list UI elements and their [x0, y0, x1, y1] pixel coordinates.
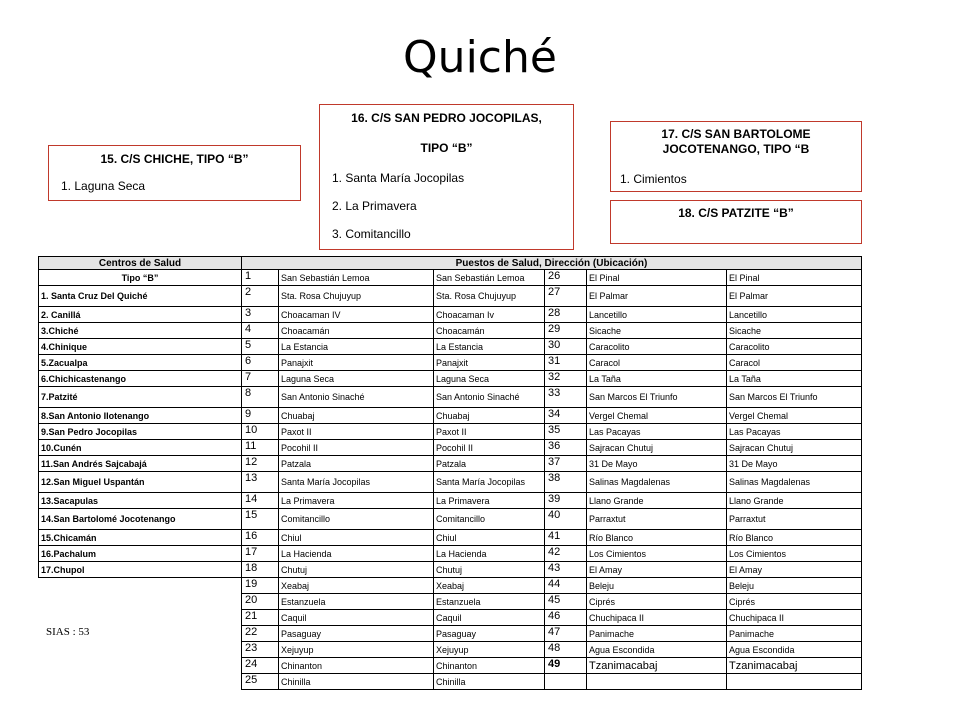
cell-direccion: Lancetillo — [727, 307, 862, 323]
cell-direccion: Choacamán — [434, 323, 545, 339]
cell-num: 32 — [545, 371, 587, 387]
cell-direccion: El Palmar — [727, 286, 862, 307]
cell-num: 39 — [545, 493, 587, 509]
cell-cs: Tipo “B” — [39, 270, 242, 286]
cell-num: 4 — [242, 323, 279, 339]
cell-puesto: Agua Escondida — [587, 642, 727, 658]
cell-cs: 9.San Pedro Jocopilas — [39, 424, 242, 440]
cell-direccion: La Taña — [727, 371, 862, 387]
cell-direccion: Tzanimacabaj — [727, 658, 862, 674]
cell-cs — [39, 674, 242, 690]
table-row — [39, 578, 862, 594]
cell-num: 18 — [242, 562, 279, 578]
cell-direccion: Caquil — [434, 610, 545, 626]
cell-num: 40 — [545, 509, 587, 530]
sias-note: SIAS : 53 — [46, 626, 90, 638]
table-row — [39, 456, 862, 472]
cell-puesto: Panimache — [587, 626, 727, 642]
cell-num: 19 — [242, 578, 279, 594]
cell-num: 34 — [545, 408, 587, 424]
cell-num: 46 — [545, 610, 587, 626]
table-row — [39, 509, 862, 530]
cell-puesto: Pasaguay — [279, 626, 434, 642]
cell-num: 23 — [242, 642, 279, 658]
table-row — [39, 610, 862, 626]
box-title: JOCOTENANGO, TIPO “B — [662, 142, 810, 156]
cell-puesto: Vergel Chemal — [587, 408, 727, 424]
table-row — [39, 472, 862, 493]
cell-puesto: Tzanimacabaj — [587, 658, 727, 674]
cell-num: 24 — [242, 658, 279, 674]
cell-num: 21 — [242, 610, 279, 626]
cell-puesto: Comitancillo — [279, 509, 434, 530]
cell-direccion: Panajxit — [434, 355, 545, 371]
cell-direccion: Xejuyup — [434, 642, 545, 658]
box-item: 1. Cimientos — [620, 172, 687, 186]
cell-puesto: El Amay — [587, 562, 727, 578]
cell-num: 37 — [545, 456, 587, 472]
cell-num: 38 — [545, 472, 587, 493]
cell-direccion: Xeabaj — [434, 578, 545, 594]
cell-cs: 4.Chinique — [39, 339, 242, 355]
cell-direccion: Caracol — [727, 355, 862, 371]
cell-puesto: Ciprés — [587, 594, 727, 610]
cell-num: 44 — [545, 578, 587, 594]
cell-num: 22 — [242, 626, 279, 642]
cell-puesto: Beleju — [587, 578, 727, 594]
header-puestos: Puestos de Salud, Dirección (Ubicación) — [242, 257, 862, 270]
cell-direccion: Chinilla — [434, 674, 545, 690]
cell-puesto: Chinanton — [279, 658, 434, 674]
cell-num: 45 — [545, 594, 587, 610]
cell-direccion: La Primavera — [434, 493, 545, 509]
cell-puesto: El Palmar — [587, 286, 727, 307]
cell-direccion: Beleju — [727, 578, 862, 594]
table-row — [39, 355, 862, 371]
cell-direccion: Paxot II — [434, 424, 545, 440]
cell-cs: 8.San Antonio Ilotenango — [39, 408, 242, 424]
cell-direccion: Río Blanco — [727, 530, 862, 546]
cell-puesto: Pocohil II — [279, 440, 434, 456]
cell-cs — [39, 658, 242, 674]
cell-direccion: La Estancia — [434, 339, 545, 355]
cell-num: 43 — [545, 562, 587, 578]
cell-puesto: La Taña — [587, 371, 727, 387]
health-centers-table — [38, 256, 862, 690]
cell-num: 17 — [242, 546, 279, 562]
cell-num: 11 — [242, 440, 279, 456]
cell-num: 30 — [545, 339, 587, 355]
cell-direccion: Choacaman Iv — [434, 307, 545, 323]
cell-puesto: Chuchipaca II — [587, 610, 727, 626]
cell-puesto: Parraxtut — [587, 509, 727, 530]
cell-num: 26 — [545, 270, 587, 286]
cell-direccion: Panimache — [727, 626, 862, 642]
cell-cs: 1. Santa Cruz Del Quiché — [39, 286, 242, 307]
cell-puesto: Chutuj — [279, 562, 434, 578]
table-row — [39, 270, 862, 286]
table-row — [39, 408, 862, 424]
cell-cs: 16.Pachalum — [39, 546, 242, 562]
table-row — [39, 658, 862, 674]
cell-puesto: Laguna Seca — [279, 371, 434, 387]
cell-puesto: Salinas Magdalenas — [587, 472, 727, 493]
cell-direccion: Sajracan Chutuj — [727, 440, 862, 456]
cell-direccion: Parraxtut — [727, 509, 862, 530]
cell-cs: 13.Sacapulas — [39, 493, 242, 509]
cell-num: 41 — [545, 530, 587, 546]
table-row — [39, 493, 862, 509]
cell-cs: 17.Chupol — [39, 562, 242, 578]
cell-direccion: Llano Grande — [727, 493, 862, 509]
cell-direccion: Pocohil II — [434, 440, 545, 456]
cell-direccion: Laguna Seca — [434, 371, 545, 387]
table-row — [39, 339, 862, 355]
cell-num — [545, 674, 587, 690]
cell-puesto: Choacamán — [279, 323, 434, 339]
cell-num: 27 — [545, 286, 587, 307]
cell-puesto: Llano Grande — [587, 493, 727, 509]
cell-direccion: Las Pacayas — [727, 424, 862, 440]
cell-cs — [39, 610, 242, 626]
cell-direccion: San Marcos El Triunfo — [727, 387, 862, 408]
cell-num: 8 — [242, 387, 279, 408]
cell-puesto: San Antonio Sinaché — [279, 387, 434, 408]
cell-direccion: Chuchipaca II — [727, 610, 862, 626]
table-row — [39, 371, 862, 387]
cell-puesto: Choacaman IV — [279, 307, 434, 323]
cell-direccion: 31 De Mayo — [727, 456, 862, 472]
cell-num: 14 — [242, 493, 279, 509]
cell-num: 7 — [242, 371, 279, 387]
cell-direccion: San Antonio Sinaché — [434, 387, 545, 408]
table-row — [39, 674, 862, 690]
table-header-row — [39, 257, 862, 270]
cell-direccion: La Hacienda — [434, 546, 545, 562]
cell-cs: 15.Chicamán — [39, 530, 242, 546]
cell-direccion: Agua Escondida — [727, 642, 862, 658]
box-subtitle: TIPO “B” — [420, 141, 473, 155]
cell-direccion: Chiul — [434, 530, 545, 546]
cell-direccion: Pasaguay — [434, 626, 545, 642]
box-title: 15. C/S CHICHE, TIPO “B” — [100, 152, 249, 166]
cell-direccion: San Sebastián Lemoa — [434, 270, 545, 286]
cell-num: 35 — [545, 424, 587, 440]
cell-puesto: Los Cimientos — [587, 546, 727, 562]
cell-num: 3 — [242, 307, 279, 323]
cell-num: 29 — [545, 323, 587, 339]
cell-direccion — [727, 674, 862, 690]
cell-direccion: Los Cimientos — [727, 546, 862, 562]
cell-direccion: Santa María Jocopilas — [434, 472, 545, 493]
cell-puesto: Sicache — [587, 323, 727, 339]
cell-puesto: Paxot II — [279, 424, 434, 440]
box-item: 1. Santa María Jocopilas — [332, 171, 465, 185]
cell-cs: 7.Patzité — [39, 387, 242, 408]
cell-puesto: El Pinal — [587, 270, 727, 286]
box-item: 3. Comitancillo — [332, 227, 411, 241]
cell-direccion: Chuabaj — [434, 408, 545, 424]
cell-num: 33 — [545, 387, 587, 408]
cell-puesto: Caquil — [279, 610, 434, 626]
cell-num: 16 — [242, 530, 279, 546]
cs-san-pedro-jocopilas-box — [319, 104, 574, 250]
cell-direccion: Sicache — [727, 323, 862, 339]
cell-cs: 10.Cunén — [39, 440, 242, 456]
box-title: 17. C/S SAN BARTOLOME — [661, 127, 811, 141]
cell-num: 10 — [242, 424, 279, 440]
box-item: 1. Laguna Seca — [61, 179, 146, 193]
cell-num: 5 — [242, 339, 279, 355]
table-row — [39, 387, 862, 408]
cell-num: 48 — [545, 642, 587, 658]
cell-cs — [39, 626, 242, 642]
cell-puesto: Caracol — [587, 355, 727, 371]
cell-puesto: La Hacienda — [279, 546, 434, 562]
table-row — [39, 307, 862, 323]
cell-num: 49 — [545, 658, 587, 674]
cell-puesto: San Sebastián Lemoa — [279, 270, 434, 286]
cell-direccion: El Amay — [727, 562, 862, 578]
table-row — [39, 440, 862, 456]
header-centros: Centros de Salud — [39, 257, 242, 270]
cell-puesto — [587, 674, 727, 690]
cs-patzite-box — [610, 200, 862, 244]
cell-puesto: Las Pacayas — [587, 424, 727, 440]
cell-num: 12 — [242, 456, 279, 472]
cell-puesto: Panajxit — [279, 355, 434, 371]
cell-direccion: Sta. Rosa Chujuyup — [434, 286, 545, 307]
cell-num: 36 — [545, 440, 587, 456]
cell-puesto: San Marcos El Triunfo — [587, 387, 727, 408]
cell-direccion: Salinas Magdalenas — [727, 472, 862, 493]
table-row — [39, 642, 862, 658]
cell-puesto: Xeabaj — [279, 578, 434, 594]
cs-chiche-box — [48, 145, 301, 201]
cell-puesto: Xejuyup — [279, 642, 434, 658]
cell-num: 28 — [545, 307, 587, 323]
cell-num: 1 — [242, 270, 279, 286]
cell-puesto: Sajracan Chutuj — [587, 440, 727, 456]
cell-direccion: Caracolito — [727, 339, 862, 355]
cell-direccion: Vergel Chemal — [727, 408, 862, 424]
cell-cs — [39, 642, 242, 658]
box-item: 2. La Primavera — [332, 199, 417, 213]
cell-num: 42 — [545, 546, 587, 562]
cell-puesto: Patzala — [279, 456, 434, 472]
cell-cs: 12.San Miguel Uspantán — [39, 472, 242, 493]
cell-num: 20 — [242, 594, 279, 610]
cell-num: 9 — [242, 408, 279, 424]
page-title: Quiché — [403, 32, 557, 83]
cell-puesto: Caracolito — [587, 339, 727, 355]
cell-cs — [39, 594, 242, 610]
cs-san-bartolome-box — [610, 121, 862, 192]
cell-num: 2 — [242, 286, 279, 307]
cell-num: 13 — [242, 472, 279, 493]
cell-puesto: Sta. Rosa Chujuyup — [279, 286, 434, 307]
cell-direccion: Comitancillo — [434, 509, 545, 530]
cell-cs: 3.Chiché — [39, 323, 242, 339]
cell-puesto: 31 De Mayo — [587, 456, 727, 472]
cell-cs — [39, 578, 242, 594]
cell-puesto: Santa María Jocopilas — [279, 472, 434, 493]
table-row — [39, 323, 862, 339]
table-row — [39, 286, 862, 307]
cell-direccion: Chinanton — [434, 658, 545, 674]
cell-puesto: Chinilla — [279, 674, 434, 690]
table-row — [39, 594, 862, 610]
table-row — [39, 562, 862, 578]
cell-cs: 2. Canillá — [39, 307, 242, 323]
table-row — [39, 626, 862, 642]
cell-puesto: Chiul — [279, 530, 434, 546]
cell-cs: 14.San Bartolomé Jocotenango — [39, 509, 242, 530]
table-row — [39, 530, 862, 546]
cell-direccion: Estanzuela — [434, 594, 545, 610]
cell-direccion: Chutuj — [434, 562, 545, 578]
box-title: 16. C/S SAN PEDRO JOCOPILAS, — [351, 111, 542, 125]
cell-direccion: Patzala — [434, 456, 545, 472]
cell-cs: 6.Chichicastenango — [39, 371, 242, 387]
cell-num: 47 — [545, 626, 587, 642]
cell-direccion: Ciprés — [727, 594, 862, 610]
cell-direccion: El Pinal — [727, 270, 862, 286]
cell-puesto: Estanzuela — [279, 594, 434, 610]
cell-puesto: Río Blanco — [587, 530, 727, 546]
cell-num: 25 — [242, 674, 279, 690]
cell-puesto: Lancetillo — [587, 307, 727, 323]
table-row — [39, 546, 862, 562]
box-title: 18. C/S PATZITE “B” — [678, 206, 794, 220]
cell-puesto: Chuabaj — [279, 408, 434, 424]
cell-cs: 11.San Andrés Sajcabajá — [39, 456, 242, 472]
cell-num: 31 — [545, 355, 587, 371]
cell-num: 15 — [242, 509, 279, 530]
cell-cs: 5.Zacualpa — [39, 355, 242, 371]
cell-num: 6 — [242, 355, 279, 371]
cell-puesto: La Estancia — [279, 339, 434, 355]
cell-puesto: La Primavera — [279, 493, 434, 509]
table-row — [39, 424, 862, 440]
